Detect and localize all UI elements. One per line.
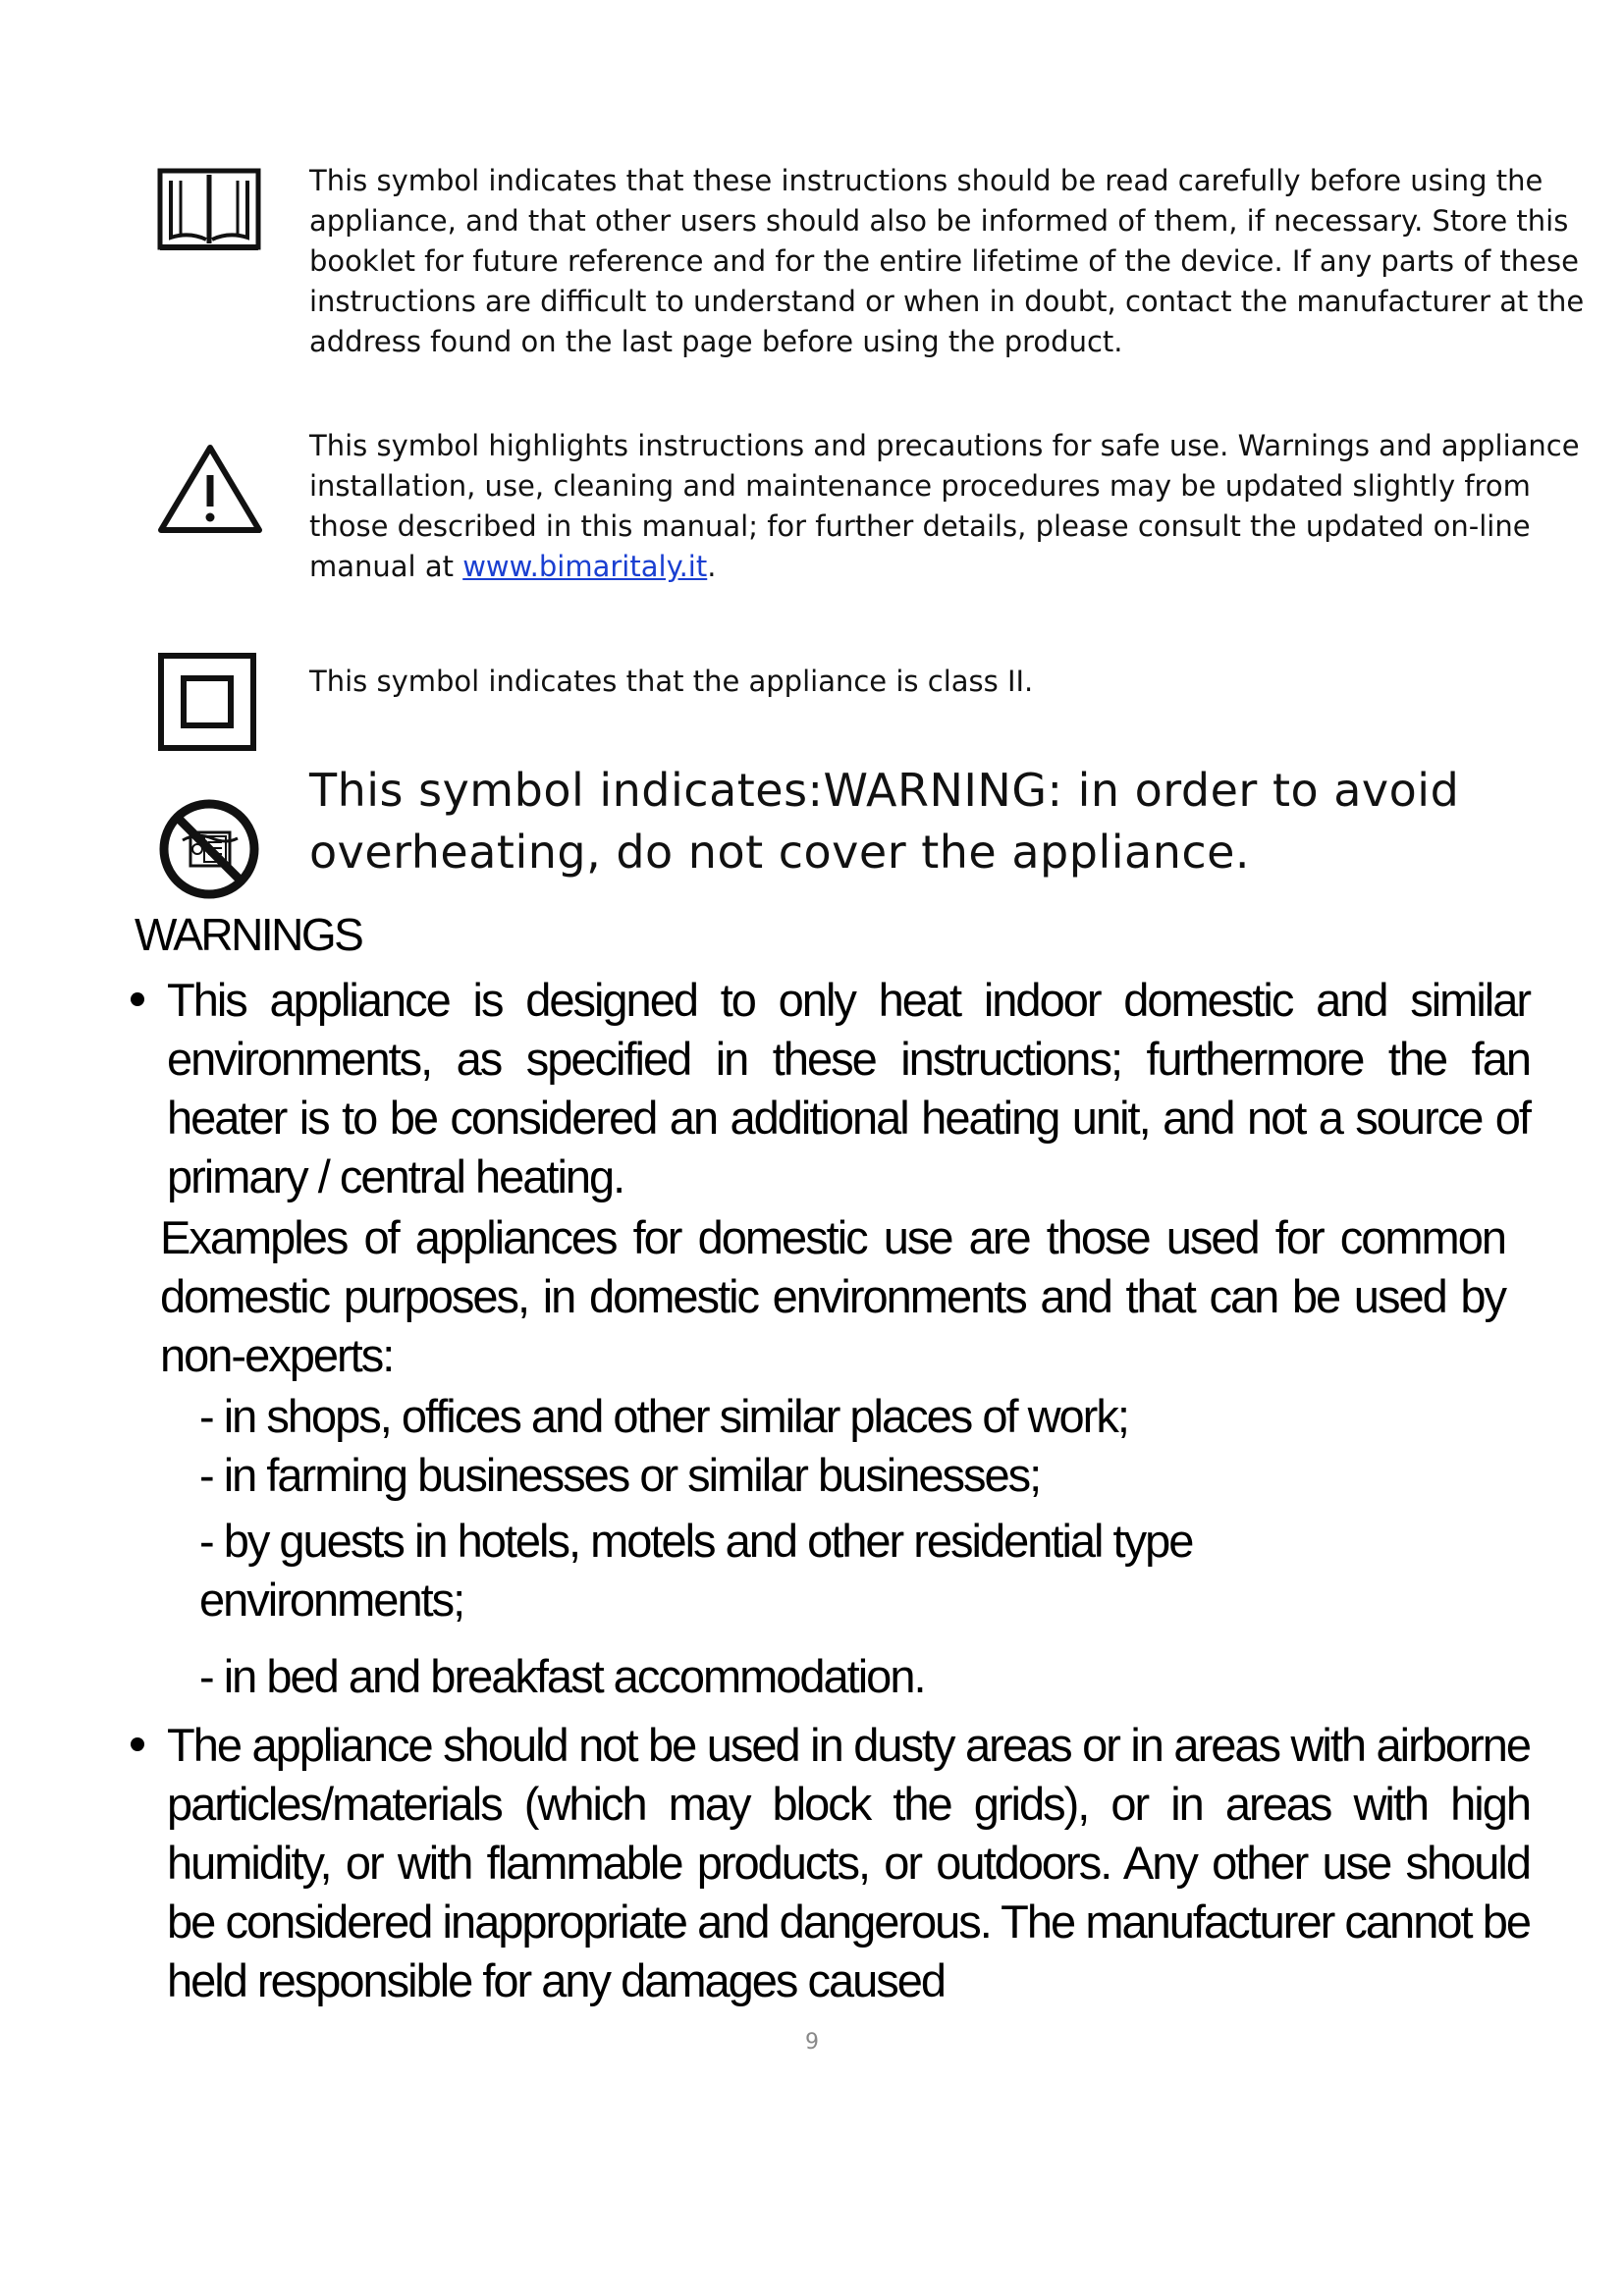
bullet-dot bbox=[131, 992, 144, 1006]
example-item-1: - in shops, offices and other similar places of work; bbox=[199, 1390, 1128, 1442]
book-icon bbox=[157, 165, 261, 251]
examples-paragraph: Examples of appliances for domestic use are those used for common domestic purposes, in domestic environments and that can be used by non-experts: bbox=[160, 1211, 1505, 1381]
safety-text bbox=[309, 426, 1615, 587]
warning-bullet-1-text: This appliance is designed to only heat indoor domestic and similar environments, as specified in these instructions; furthermore the fan heater is to be considered an additional heating unit, and not a source of primary / central heating. bbox=[167, 974, 1530, 1202]
do-not-cover-icon bbox=[157, 797, 261, 901]
example-item-3: - by guests in hotels, motels and other residential type environments; bbox=[199, 1515, 1193, 1626]
page-number: 9 bbox=[805, 2030, 819, 2055]
warnings-title: WARNINGS bbox=[135, 909, 362, 960]
safety-text-end: . bbox=[707, 550, 717, 583]
do-not-cover-text: This symbol indicates:WARNING: in order to avoid overheating, do not cover the appliance. bbox=[309, 764, 1460, 879]
bullet-dot bbox=[131, 1737, 144, 1751]
safety-text-main: This symbol highlights instructions and precautions for safe use. Warnings and appliance installation, use, cleaning and maintenance procedures may be updated slightly from those described in this manual; for further details, please consult the updated on-line manual at bbox=[309, 429, 1580, 583]
read-instructions-text: This symbol indicates that these instructions should be read carefully before using the appliance, and that other users should also be informed of them, if necessary. Store this booklet for future reference and for the entire lifetime of the device. If any parts of these instructions are difficult to understand or when in doubt, contact the manufacturer at the address found on the last page before using the product. bbox=[309, 164, 1585, 358]
warning-triangle-icon bbox=[157, 442, 263, 536]
warning-bullet-2 bbox=[131, 1716, 1530, 2010]
warning-bullet-2-text: The appliance should not be used in dusty areas or in areas with airborne particles/materials (which may block the grids), or in areas with high humidity, or with flammable products, or outdoors. Any other use should be considered inappropriate and dangerous. The manufacturer cannot be held responsible for any damages caused bbox=[167, 1719, 1530, 2006]
class-ii-text: This symbol indicates that the appliance is class II. bbox=[309, 665, 1034, 698]
example-item-4: - in bed and breakfast accommodation. bbox=[199, 1650, 925, 1702]
example-item-2: - in farming businesses or similar businesses; bbox=[199, 1449, 1041, 1501]
warning-bullet-1 bbox=[131, 971, 1530, 1206]
class-ii-icon bbox=[157, 652, 257, 752]
manual-link[interactable]: www.bimaritaly.it bbox=[462, 550, 708, 583]
